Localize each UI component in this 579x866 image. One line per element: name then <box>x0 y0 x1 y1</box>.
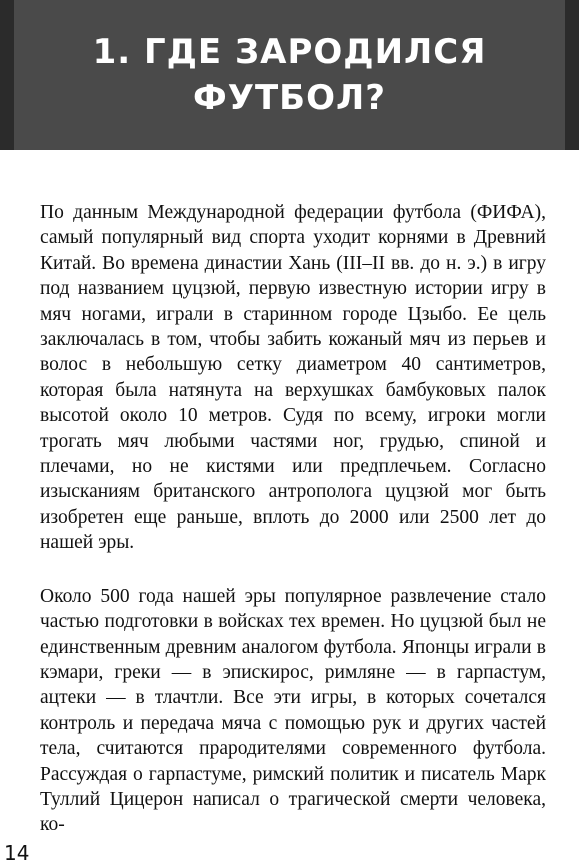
paragraph: Около 500 года нашей эры популярное развлечение стало частью подготовки в войсках тех времен. Но цуцзюй был не единственным древним аналогом футбола. Японцы играли в кэмари, греки — в эпискирос, римляне — в гарпастум, ацтеки — в тлачтли. Все эти игры, в которых сочетался контроль и передача мяча с помощью рук и других частей тела, считаются прародителями современного футбола. Рассуждая о гарпастуме, римский политик и писатель Марк Туллий Цицерон написал о трагической смерти человека, ко- <box>40 585 546 836</box>
page-number: 14 <box>4 841 30 865</box>
body-text <box>40 200 546 838</box>
paragraph: По данным Международной федерации футбола (ФИФА), самый популярный вид спорта уходит корнями в Древний Китай. Во времена династии Хань (III–II вв. до н. э.) в игру под названием цуцзюй, первую известную истории игру в мяч ногами, играли в старинном городе Цзыбо. Ее цель заключалась в том, чтобы забить кожаный мяч из перьев и волос в небольшую сетку диаметром 40 сантиметров, которая была натянута на верхушках бамбуковых палок высотой около 10 метров. Судя по всему, игроки могли трогать мяч любыми частями ног, грудью, спиной и плечами, но не кистями или предплечьем. Согласно изысканиям британского антрополога цуцзюй мог быть изобретен еще раньше, вплоть до 2000 или 2500 лет до нашей эры. <box>40 202 546 554</box>
chapter-header-banner <box>0 0 579 150</box>
chapter-title: 1. ГДЕ ЗАРОДИЛСЯ ФУТБОЛ? <box>92 32 487 118</box>
